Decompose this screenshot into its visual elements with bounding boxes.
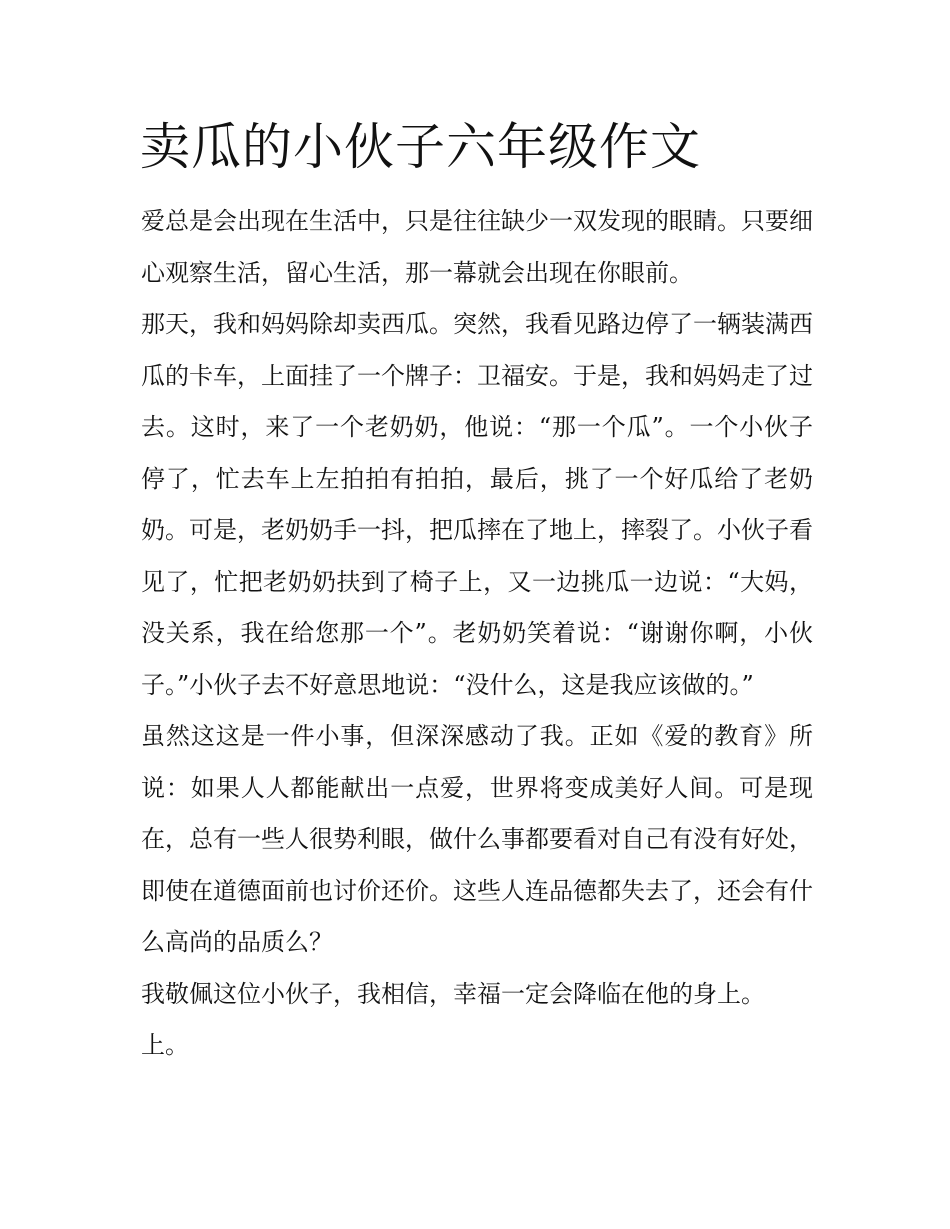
paragraph-trailing: 上。 (141, 1031, 189, 1059)
paragraph-reflection: 虽然这这是一件小事，但深深感动了我。正如《爱的教育》所说：如果人人都能献出一点爱，世界将变成美好人间。可是现在，总有一些人很势利眼，做什么事都要看对自己有没有好处，即使在道德面前也讨价还价。这些人连品德都失去了，还会有什么高尚的品质么？ (141, 722, 813, 956)
paragraph-intro: 爱总是会出现在生活中，只是往往缺少一双发现的眼睛。只要细心观察生活，留心生活，那一幕就会出现在你眼前。 (141, 207, 813, 287)
paragraph-conclusion: 我敬佩这位小伙子，我相信，幸福一定会降临在他的身上。 (141, 979, 765, 1008)
document-body (141, 196, 813, 1072)
paragraph-story: 那天，我和妈妈除却卖西瓜。突然，我看见路边停了一辆装满西瓜的卡车，上面挂了一个牌子：卫福安。于是，我和妈妈走了过去。这时，来了一个老奶奶，他说：“那一个瓜”。一个小伙子停了，忙去车上左拍拍有拍拍，最后，挑了一个好瓜给了老奶奶。可是，老奶奶手一抖，把瓜摔在了地上，摔裂了。小伙子看见了，忙把老奶奶扶到了椅子上，又一边挑瓜一边说：“大妈，没关系，我在给您那一个”。老奶奶笑着说：“谢谢你啊，小伙子。”小伙子去不好意思地说：“没什么，这是我应该做的。” (141, 310, 813, 699)
document-title: 卖瓜的小伙子六年级作文 (140, 118, 701, 176)
